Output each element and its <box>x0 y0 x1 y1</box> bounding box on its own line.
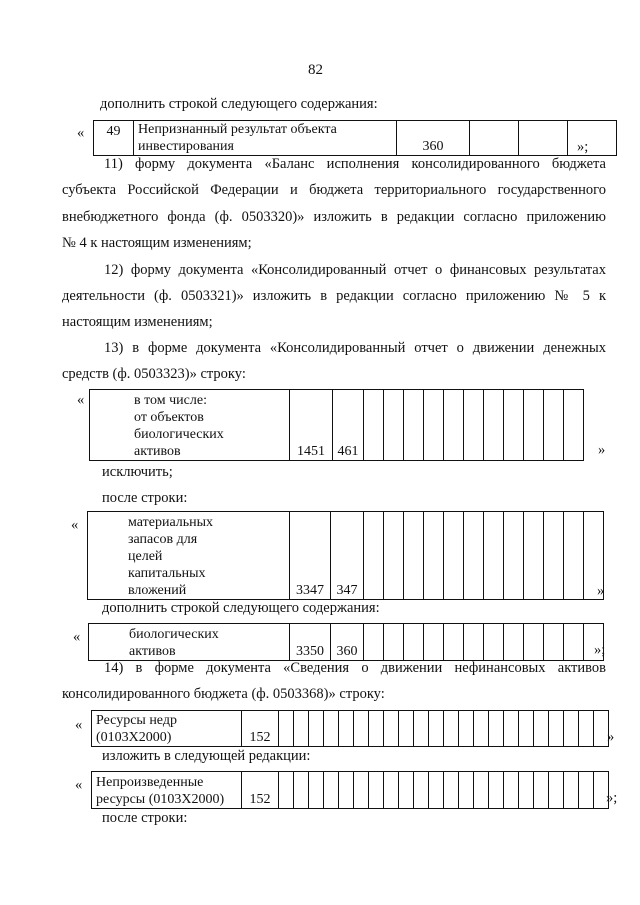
empty-cell <box>404 624 424 661</box>
empty-cell <box>404 390 424 461</box>
empty-cell <box>464 512 484 600</box>
row-label <box>134 121 397 156</box>
empty-cell <box>424 390 444 461</box>
row-label-line: инвестирования <box>138 139 234 154</box>
empty-cell <box>444 711 459 747</box>
empty-cell <box>489 772 504 809</box>
after-line-2: после строки: <box>102 810 188 826</box>
empty-cell <box>384 711 399 747</box>
empty-cell <box>564 711 579 747</box>
empty-cell <box>474 772 489 809</box>
row-value: 461 <box>333 390 364 461</box>
empty-cell <box>444 772 459 809</box>
row-code: 49 <box>94 121 134 156</box>
para11-line: 11) форму документа «Баланс исполнения консолидированного бюджета <box>104 156 606 172</box>
empty-cell <box>549 772 564 809</box>
empty-cell <box>384 512 404 600</box>
row-label-line: активов <box>129 644 176 659</box>
empty-cell <box>564 624 584 661</box>
para13-line: средств (ф. 0503323)» строку: <box>62 366 246 382</box>
empty-cell <box>568 121 617 156</box>
row-label-line: Непроизведенные <box>96 775 204 790</box>
row-code: 1451 <box>290 390 333 461</box>
empty-cell <box>474 711 489 747</box>
para11-line: внебюджетного фонда (ф. 0503320)» изложить в редакции согласно приложению <box>62 209 606 225</box>
row-label-line: капитальных <box>128 566 206 581</box>
intro-line: дополнить строкой следующего содержания: <box>100 96 378 112</box>
empty-cell <box>354 711 369 747</box>
empty-cell <box>504 772 519 809</box>
row-label <box>89 624 290 661</box>
empty-cell <box>309 772 324 809</box>
para11-line: субъекта Российской Федерации и бюджета территориального государственного <box>62 182 606 198</box>
after-line: после строки: <box>102 490 188 506</box>
empty-cell <box>294 772 309 809</box>
row-label <box>92 711 242 747</box>
empty-cell <box>504 390 524 461</box>
row-label-line: в том числе: <box>134 393 207 408</box>
empty-cell <box>579 772 594 809</box>
para12-line: деятельности (ф. 0503321)» изложить в редакции согласно приложению № 5 к <box>62 288 606 304</box>
empty-cell <box>404 512 424 600</box>
page-number: 82 <box>308 62 323 78</box>
open-quote: « <box>75 777 83 793</box>
row-value: 347 <box>331 512 364 600</box>
empty-cell <box>279 711 294 747</box>
empty-cell <box>534 772 549 809</box>
open-quote: « <box>71 517 79 533</box>
empty-cell <box>279 772 294 809</box>
row-value: 360 <box>331 624 364 661</box>
exclude-line: исключить; <box>102 464 173 480</box>
row-label-line: Ресурсы недр <box>96 713 177 728</box>
empty-cell <box>369 772 384 809</box>
row-label-line: биологических <box>134 427 224 442</box>
para14-line: 14) в форме документа «Сведения о движении нефинансовых активов <box>104 660 606 676</box>
empty-cell <box>564 512 584 600</box>
empty-cell <box>424 624 444 661</box>
empty-cell <box>364 624 384 661</box>
close-quote: »; <box>577 139 589 155</box>
para12-line: 12) форму документа «Консолидированный отчет о финансовых результатах <box>104 262 606 278</box>
close-quote: »; <box>606 790 618 806</box>
edit-line: изложить в следующей редакции: <box>102 748 311 764</box>
empty-cell <box>414 772 429 809</box>
row-code: 3350 <box>290 624 331 661</box>
empty-cell <box>339 711 354 747</box>
table-row-49 <box>93 120 617 156</box>
close-quote: » <box>598 442 606 458</box>
empty-cell <box>504 711 519 747</box>
close-quote: » <box>597 583 605 599</box>
empty-cell <box>459 772 474 809</box>
open-quote: « <box>75 717 83 733</box>
empty-cell <box>544 624 564 661</box>
empty-cell <box>519 711 534 747</box>
empty-cell <box>524 624 544 661</box>
close-quote: » <box>607 729 615 745</box>
row-label-line: активов <box>134 444 181 459</box>
open-quote: « <box>77 392 85 408</box>
table-materials-3347 <box>87 511 604 600</box>
row-label-line: Непризнанный результат объекта <box>138 122 337 137</box>
row-label <box>92 772 242 809</box>
empty-cell <box>384 624 404 661</box>
row-label-line: материальных <box>128 515 214 530</box>
empty-cell <box>309 711 324 747</box>
empty-cell <box>524 512 544 600</box>
empty-cell <box>470 121 519 156</box>
row-code: 152 <box>242 772 279 809</box>
para14-line: консолидированного бюджета (ф. 0503368)» строку: <box>62 686 385 702</box>
empty-cell <box>544 512 564 600</box>
empty-cell <box>519 772 534 809</box>
row-label-line: от объектов <box>134 410 204 425</box>
empty-cell <box>549 711 564 747</box>
table-biological-assets-1451 <box>89 389 584 461</box>
empty-cell <box>484 390 504 461</box>
empty-cell <box>424 512 444 600</box>
empty-cell <box>369 711 384 747</box>
table-subsoil-resources <box>91 710 609 747</box>
empty-cell <box>564 390 584 461</box>
empty-cell <box>364 390 384 461</box>
empty-cell <box>564 772 579 809</box>
empty-cell <box>459 711 474 747</box>
row-code: 3347 <box>290 512 331 600</box>
empty-cell <box>324 711 339 747</box>
row-label-line: запасов для <box>128 532 198 547</box>
row-label-line: целей <box>128 549 163 564</box>
empty-cell <box>534 711 549 747</box>
row-value: 360 <box>397 121 470 156</box>
para13-line: 13) в форме документа «Консолидированный отчет о движении денежных <box>104 340 606 356</box>
table-biological-assets-3350 <box>88 623 604 661</box>
para12-line: настоящим изменениям; <box>62 314 213 330</box>
empty-cell <box>339 772 354 809</box>
row-label-line: биологических <box>129 627 219 642</box>
row-code: 152 <box>242 711 279 747</box>
open-quote: « <box>73 629 81 645</box>
empty-cell <box>484 624 504 661</box>
empty-cell <box>399 711 414 747</box>
empty-cell <box>444 390 464 461</box>
empty-cell <box>364 512 384 600</box>
empty-cell <box>414 711 429 747</box>
para11-line: № 4 к настоящим изменениям; <box>62 235 252 251</box>
row-label <box>90 390 290 461</box>
empty-cell <box>429 772 444 809</box>
empty-cell <box>444 512 464 600</box>
empty-cell <box>544 390 564 461</box>
empty-cell <box>384 390 404 461</box>
table-nonproduced-resources <box>91 771 609 809</box>
empty-cell <box>324 772 339 809</box>
empty-cell <box>484 512 504 600</box>
empty-cell <box>579 711 594 747</box>
empty-cell <box>504 512 524 600</box>
empty-cell <box>504 624 524 661</box>
open-quote: « <box>77 125 85 141</box>
empty-cell <box>294 711 309 747</box>
empty-cell <box>399 772 414 809</box>
empty-cell <box>524 390 544 461</box>
row-label-line: вложений <box>128 583 187 598</box>
empty-cell <box>519 121 568 156</box>
empty-cell <box>464 624 484 661</box>
row-label <box>88 512 290 600</box>
empty-cell <box>384 772 399 809</box>
row-label-line: (0103Х2000) <box>96 730 172 745</box>
empty-cell <box>464 390 484 461</box>
empty-cell <box>354 772 369 809</box>
add-line: дополнить строкой следующего содержания: <box>102 600 380 616</box>
empty-cell <box>429 711 444 747</box>
empty-cell <box>444 624 464 661</box>
row-label-line: ресурсы (0103Х2000) <box>96 792 225 807</box>
empty-cell <box>489 711 504 747</box>
close-quote: »; <box>594 642 606 658</box>
